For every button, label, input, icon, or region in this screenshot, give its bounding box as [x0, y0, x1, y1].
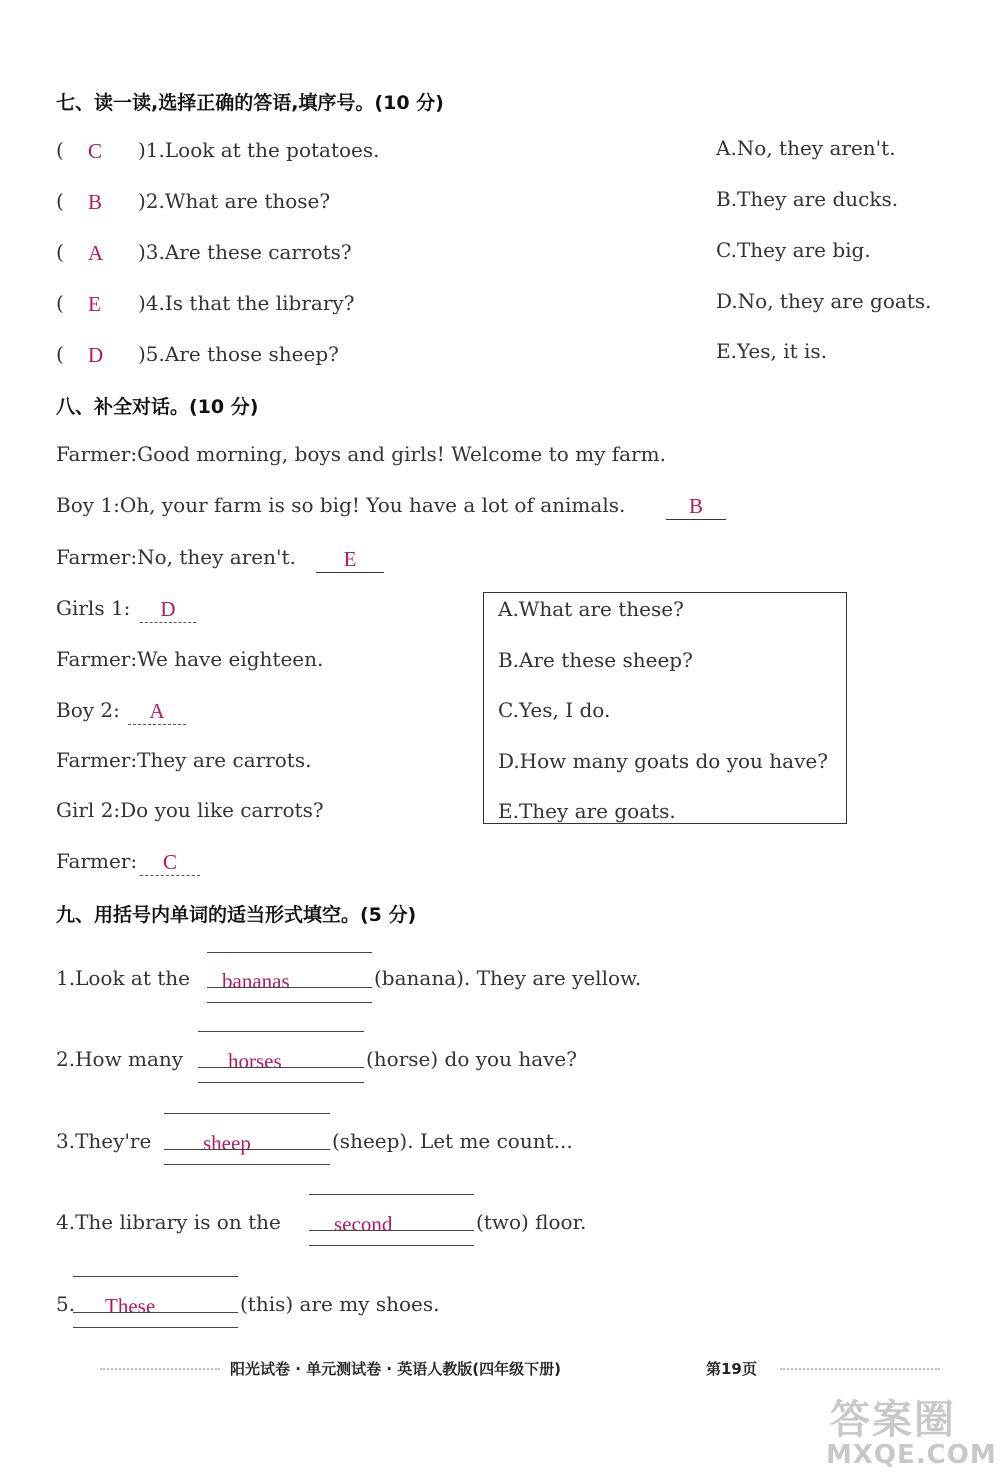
question-text: )2.What are those? [138, 189, 331, 213]
sentence-end: (this) are my shoes. [240, 1292, 440, 1316]
option-text: B.Are these sheep? [498, 648, 693, 672]
writing-line [73, 1312, 238, 1313]
option-text: D.How many goats do you have? [498, 749, 828, 773]
sentence-start: 3.They're [56, 1129, 152, 1153]
writing-line [309, 1245, 474, 1246]
answer-mark: C [88, 139, 103, 163]
sentence-start: 2.How many [56, 1047, 184, 1071]
writing-line [164, 1113, 330, 1114]
blank-answer: sheep [203, 1131, 251, 1155]
sentence-start: 1.Look at the [56, 966, 190, 990]
sentence-end: (banana). They are yellow. [374, 966, 642, 990]
option-text: D.No, they are goats. [716, 289, 932, 313]
open-paren: ( [56, 189, 64, 213]
blank-answer: E [316, 547, 384, 573]
writing-line [309, 1194, 474, 1195]
writing-line [164, 1149, 330, 1150]
section-9-heading: 九、用括号内单词的适当形式填空。(5 分) [56, 904, 417, 926]
dialogue-line: Farmer: [56, 849, 138, 873]
watermark-logo: 答案圈 [830, 1397, 956, 1443]
footer-divider [100, 1368, 220, 1370]
answer-mark: E [88, 292, 101, 316]
answer-mark: A [88, 241, 104, 265]
option-text: C.They are big. [716, 238, 871, 262]
blank-answer: A [128, 699, 186, 725]
option-text: E.Yes, it is. [716, 339, 828, 363]
section-8-heading: 八、补全对话。(10 分) [56, 396, 259, 418]
writing-line [207, 952, 372, 953]
dialogue-line: Farmer:We have eighteen. [56, 647, 324, 671]
dialogue-line: Boy 2: [56, 698, 120, 722]
open-paren: ( [56, 291, 64, 315]
writing-line [73, 1276, 238, 1277]
open-paren: ( [56, 342, 64, 366]
sentence-start: 5. [56, 1292, 76, 1316]
open-paren: ( [56, 240, 64, 264]
dialogue-line: Farmer:No, they aren't. [56, 545, 296, 569]
open-paren: ( [56, 138, 64, 162]
writing-line [309, 1230, 474, 1231]
dialogue-line: Farmer:Good morning, boys and girls! Welcome to my farm. [56, 442, 666, 466]
blank-answer: D [140, 597, 196, 623]
writing-line [164, 1164, 330, 1165]
blank-answer: second [334, 1212, 393, 1236]
writing-line [198, 1067, 364, 1068]
option-text: C.Yes, I do. [498, 698, 611, 722]
options-box [483, 592, 847, 824]
question-text: )5.Are those sheep? [138, 342, 339, 366]
writing-line [198, 1082, 364, 1083]
writing-line [73, 1327, 238, 1328]
answer-mark: B [88, 190, 103, 214]
question-text: )1.Look at the potatoes. [138, 138, 380, 162]
option-text: A.What are these? [498, 597, 684, 621]
section-7-heading: 七、读一读,选择正确的答语,填序号。(10 分) [56, 92, 444, 114]
dialogue-line: Girls 1: [56, 596, 131, 620]
footer-divider [780, 1368, 940, 1370]
sentence-end: (horse) do you have? [366, 1047, 577, 1071]
question-text: )4.Is that the library? [138, 291, 355, 315]
blank-answer: C [140, 850, 200, 876]
blank-answer: B [666, 494, 726, 520]
blank-answer: bananas [222, 969, 290, 993]
option-text: E.They are goats. [498, 799, 676, 823]
watermark-url: MXQE.COM [826, 1440, 997, 1470]
dialogue-line: Farmer:They are carrots. [56, 748, 312, 772]
question-text: )3.Are these carrots? [138, 240, 352, 264]
option-text: B.They are ducks. [716, 187, 899, 211]
sentence-end: (two) floor. [476, 1210, 587, 1234]
sentence-start: 4.The library is on the [56, 1210, 281, 1234]
dialogue-line: Boy 1:Oh, your farm is so big! You have a lot of animals. [56, 493, 626, 517]
footer-title: 阳光试卷 · 单元测试卷 · 英语人教版(四年级下册) [230, 1360, 561, 1378]
writing-line [207, 1002, 372, 1003]
answer-mark: D [88, 343, 104, 367]
blank-answer: These [105, 1294, 156, 1318]
blank-answer: horses [228, 1049, 282, 1073]
page-number: 第19页 [706, 1360, 757, 1378]
option-text: A.No, they aren't. [716, 136, 896, 160]
writing-line [207, 987, 372, 988]
sentence-end: (sheep). Let me count... [332, 1129, 573, 1153]
dialogue-line: Girl 2:Do you like carrots? [56, 798, 324, 822]
writing-line [198, 1031, 364, 1032]
